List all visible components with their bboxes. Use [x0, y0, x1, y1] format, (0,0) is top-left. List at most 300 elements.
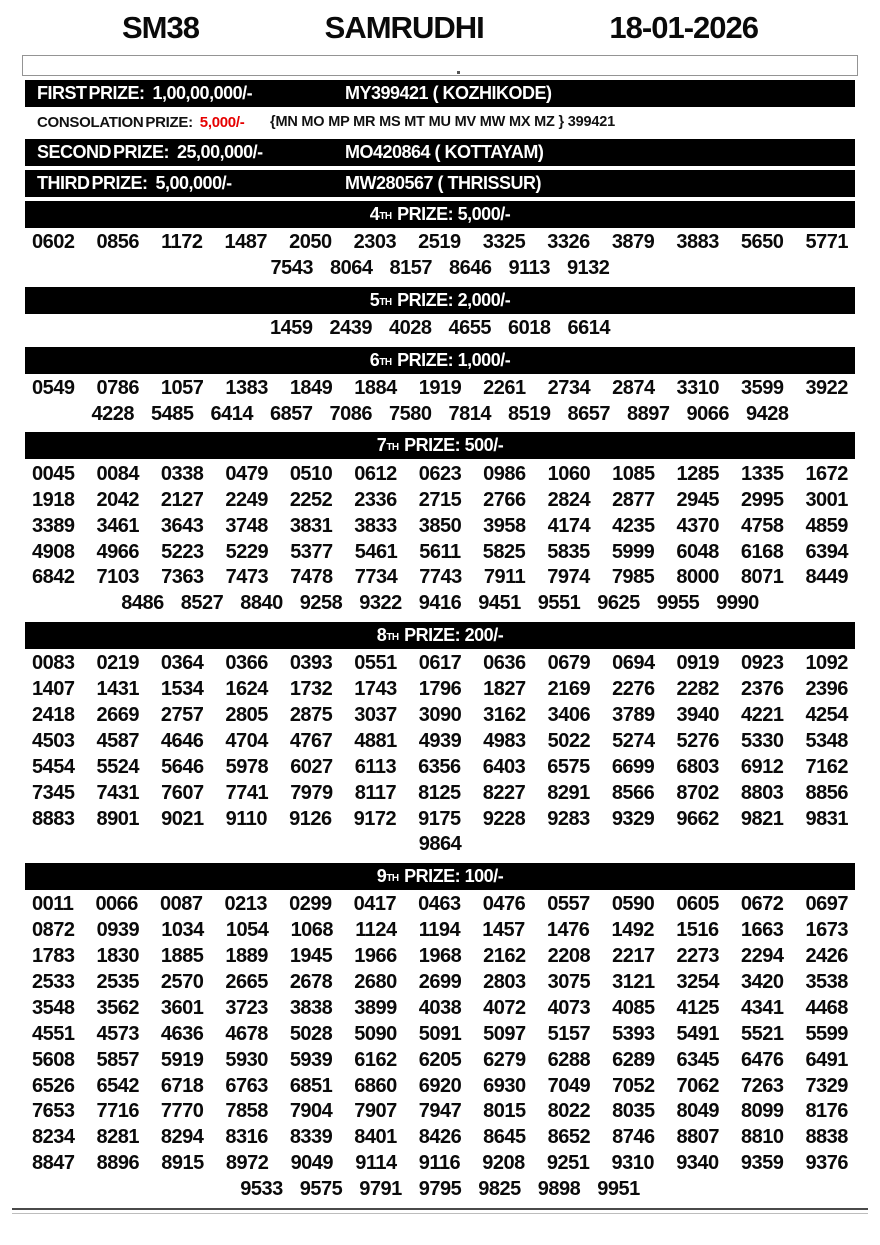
ticket-number: 5091: [418, 1022, 462, 1045]
ticket-number: 2533: [32, 971, 75, 994]
ticket-number: 3548: [32, 996, 75, 1019]
ticket-number: 2169: [547, 678, 591, 701]
ticket-number: 8896: [96, 1152, 140, 1175]
ticket-number-row: [32, 703, 848, 729]
ticket-number: 1783: [32, 945, 75, 968]
prize-8th-numbers: [0, 649, 880, 859]
ticket-number: 3325: [482, 231, 526, 254]
ticket-number: 7979: [290, 781, 333, 804]
ticket-number: 2042: [96, 488, 139, 511]
ticket-number: 8803: [740, 781, 784, 804]
ticket-number: 0066: [95, 893, 138, 916]
ticket-number: 8486: [121, 592, 164, 615]
ticket-number: 8901: [96, 807, 140, 830]
ticket-number: 8807: [676, 1126, 720, 1149]
ticket-number-row: [32, 780, 848, 806]
ticket-number: 9625: [597, 592, 640, 615]
ticket-number: 4587: [96, 729, 139, 752]
ticket-number: 7741: [225, 781, 269, 804]
ticket-number: 3833: [354, 514, 397, 537]
ticket-number: 5276: [676, 729, 720, 752]
ticket-number: 9329: [611, 807, 655, 830]
ticket-number: 8527: [180, 592, 224, 615]
ticket-number: 1457: [482, 919, 525, 942]
ticket-number: 0084: [96, 462, 139, 485]
ticket-number: 3940: [676, 704, 720, 727]
ticket-number: 0679: [547, 652, 591, 675]
ticket-number: 6205: [418, 1048, 462, 1071]
ticket-number: 3562: [96, 996, 139, 1019]
ticket-number: 7947: [418, 1100, 462, 1123]
ticket-number: 0213: [224, 893, 268, 916]
ticket-number: 8234: [32, 1126, 75, 1149]
ticket-number: 1663: [740, 919, 784, 942]
ticket-number: 4073: [547, 996, 591, 1019]
ticket-number: 6542: [96, 1074, 139, 1097]
ticket-number: 6851: [289, 1074, 333, 1097]
ticket-number: 3643: [160, 514, 204, 537]
ticket-number: 8449: [805, 566, 848, 589]
ticket-number-row: [32, 1125, 848, 1151]
ticket-number: 1285: [676, 462, 720, 485]
ticket-number-row: [32, 539, 848, 565]
ticket-number: 9825: [478, 1178, 521, 1201]
ticket-number: 8125: [418, 781, 461, 804]
ticket-number: 5454: [32, 755, 75, 778]
ticket-number: 0939: [96, 919, 140, 942]
ticket-number: 1459: [270, 317, 313, 340]
ticket-number: 3254: [676, 971, 720, 994]
ticket-number: 9451: [478, 592, 521, 615]
ticket-number: 6699: [611, 755, 655, 778]
ticket-number: 1476: [546, 919, 590, 942]
ticket-number: 2162: [483, 945, 526, 968]
ticket-number: 0366: [225, 652, 268, 675]
ticket-number: 1885: [160, 945, 204, 968]
ticket-number: 0479: [225, 462, 268, 485]
ticket-number-row: [32, 316, 848, 342]
title-bar: [0, 0, 880, 47]
ticket-number-row: [32, 892, 848, 918]
ticket-number: 7580: [389, 403, 432, 425]
ticket-number: 9831: [805, 807, 848, 830]
prize-amount: 25,00,000/-: [177, 142, 263, 162]
ticket-number: 5650: [740, 231, 784, 254]
ticket-number: 0476: [482, 893, 526, 916]
ticket-number: 7473: [225, 566, 269, 589]
ticket-number: 1849: [289, 377, 333, 400]
ticket-number: 9021: [161, 807, 204, 830]
ticket-number: 1034: [161, 919, 204, 942]
ticket-number: 8035: [612, 1100, 655, 1123]
prize-tier: THIRD: [37, 173, 90, 193]
ticket-number: 4174: [547, 514, 591, 537]
ticket-number: 3723: [225, 996, 268, 1019]
section-title: 8 $^{TH}$ PRIZE: 200/-: [376, 624, 504, 645]
ticket-number: 5771: [805, 231, 848, 254]
ticket-number: 8426: [418, 1126, 462, 1149]
ticket-number: 8646: [449, 257, 492, 280]
ticket-number: 8652: [547, 1126, 591, 1149]
prize-7th-header: [25, 432, 855, 459]
ticket-number: 3420: [740, 971, 784, 994]
ticket-number-row: [32, 513, 848, 539]
ticket-number-row: [32, 230, 848, 256]
ticket-number: 5646: [161, 755, 204, 778]
ticket-number: 2535: [96, 971, 139, 994]
ticket-number: 0417: [353, 893, 397, 916]
ticket-number-row: [32, 728, 848, 754]
ticket-number: 9533: [240, 1178, 283, 1201]
ticket-number: 9951: [597, 1178, 640, 1201]
ticket-number: 2249: [225, 488, 268, 511]
ticket-number: 5524: [96, 755, 140, 778]
ticket-number-row: [32, 591, 848, 617]
ticket-number: 3090: [418, 704, 462, 727]
prize-tier: SECOND: [37, 142, 112, 162]
ticket-number: 2877: [612, 488, 655, 511]
ticket-number: 0697: [805, 893, 848, 916]
ticket-number: 5978: [225, 755, 269, 778]
ticket-number: 3599: [740, 377, 784, 400]
ticket-number: 7904: [289, 1100, 333, 1123]
ticket-number: 2824: [547, 488, 591, 511]
ticket-number: 2766: [483, 488, 526, 511]
ticket-number: 8897: [627, 403, 670, 425]
ticket-number: 2439: [329, 317, 372, 340]
ticket-number: 6168: [740, 540, 784, 563]
ticket-number: 5157: [547, 1022, 591, 1045]
ticket-number: 1092: [805, 652, 848, 675]
ticket-number-row: [32, 487, 848, 513]
ticket-number: 2208: [547, 945, 591, 968]
ticket-number: 1945: [289, 945, 333, 968]
ticket-number: 6857: [270, 403, 313, 425]
third-prize-winner: MW280567 ( THRISSUR): [345, 173, 542, 193]
ticket-number: 4704: [225, 729, 268, 752]
lower-prize-sections: [0, 201, 880, 1204]
prize-6th-header: [25, 347, 855, 374]
third-prize-label: [25, 173, 345, 194]
ticket-number: 1492: [611, 919, 655, 942]
ticket-number: 0011: [32, 893, 74, 916]
ticket-number: 2669: [96, 704, 139, 727]
ticket-number: 9110: [225, 807, 268, 830]
ticket-number: 4221: [740, 704, 784, 727]
ticket-number: 9066: [686, 403, 729, 425]
ticket-number: 4468: [805, 996, 848, 1019]
ticket-number: 6403: [482, 755, 526, 778]
ticket-number: 8838: [805, 1126, 848, 1149]
second-prize-label: [25, 142, 345, 163]
ticket-number: 3538: [805, 971, 848, 994]
ticket-number-row: [32, 754, 848, 780]
ticket-number: 9310: [611, 1152, 655, 1175]
ticket-number: 5097: [483, 1022, 526, 1045]
ticket-number: 4859: [805, 514, 848, 537]
ticket-number: 9049: [290, 1152, 334, 1175]
bottom-divider: [12, 1208, 868, 1214]
ticket-number: 2261: [483, 377, 526, 400]
ticket-number: 6930: [483, 1074, 526, 1097]
ticket-number: 4966: [96, 540, 140, 563]
ticket-number: 1672: [805, 462, 848, 485]
ticket-number: 6027: [290, 755, 333, 778]
ticket-number: 2282: [676, 678, 720, 701]
ticket-number: 6356: [418, 755, 461, 778]
ticket-number: 0393: [289, 652, 333, 675]
ticket-number: 4072: [483, 996, 526, 1019]
section-title: 4 $^{TH}$ PRIZE: 5,000/-: [369, 204, 511, 224]
ticket-number: 5608: [32, 1048, 75, 1071]
ticket-number: 8294: [160, 1126, 204, 1149]
ticket-number: 7814: [448, 403, 491, 425]
ticket-number: 0364: [160, 652, 204, 675]
ticket-number: 7103: [96, 566, 140, 589]
ticket-number: 5090: [354, 1022, 397, 1045]
ticket-number: 9821: [740, 807, 784, 830]
ticket-number: 6842: [32, 566, 75, 589]
ticket-number: 0551: [354, 652, 397, 675]
ticket-number-row: [32, 402, 848, 428]
ticket-number: 7062: [676, 1074, 720, 1097]
ticket-number: 8015: [483, 1100, 526, 1123]
ticket-number: 6860: [354, 1074, 397, 1097]
third-prize-bar: [25, 170, 855, 197]
ticket-number: 9322: [359, 592, 402, 615]
ticket-number: 0856: [96, 231, 140, 254]
ticket-number: 7363: [161, 566, 204, 589]
prize-word: PRIZE:: [88, 83, 145, 103]
ticket-number-row: [32, 944, 848, 970]
ticket-number: 6920: [418, 1074, 462, 1097]
ticket-number: 2874: [612, 377, 655, 400]
lottery-name: SAMRUDHI: [324, 10, 484, 45]
ticket-number: 8049: [676, 1100, 720, 1123]
ticket-number: 1534: [160, 678, 204, 701]
ticket-number: 4038: [418, 996, 462, 1019]
draw-date: 18-01-2026: [609, 10, 758, 45]
ticket-number: 1194: [418, 919, 461, 942]
ticket-number: 8117: [354, 781, 397, 804]
ticket-number: 3838: [289, 996, 333, 1019]
prize-4th-header: [25, 201, 855, 228]
ticket-number-row: [32, 565, 848, 591]
ticket-number: 8291: [547, 781, 590, 804]
ticket-number: 1172: [161, 231, 203, 254]
ticket-number: 2680: [354, 971, 397, 994]
ticket-number: 4235: [612, 514, 655, 537]
ticket-number: 2519: [418, 231, 461, 254]
ticket-number: 1124: [355, 919, 397, 942]
ticket-number: 8972: [225, 1152, 269, 1175]
ticket-number: 3406: [547, 704, 591, 727]
ticket-number: 6345: [676, 1048, 720, 1071]
ticket-number: 8883: [32, 807, 75, 830]
ticket-number: 0590: [611, 893, 655, 916]
ticket-number: 1743: [354, 678, 397, 701]
consolation-series: {MN MO MP MR MS MT MU MV MW MX MZ } 399421: [270, 114, 615, 130]
ticket-number: 2757: [160, 704, 204, 727]
ticket-number: 1796: [418, 678, 462, 701]
ticket-number: 7329: [805, 1074, 848, 1097]
ticket-number: 3831: [289, 514, 333, 537]
ticket-number: 1487: [224, 231, 268, 254]
ticket-number: 8064: [330, 257, 373, 280]
ticket-number: 8176: [805, 1100, 848, 1123]
ticket-number-row: [32, 832, 848, 858]
ticket-number: 0083: [32, 652, 75, 675]
ticket-number: 0623: [418, 462, 462, 485]
ticket-number-row: [32, 651, 848, 677]
ticket-number-row: [32, 970, 848, 996]
ticket-number: 9132: [566, 257, 610, 280]
ticket-number: 9864: [418, 833, 462, 856]
ticket-number: 8810: [740, 1126, 784, 1149]
ticket-number: 7716: [96, 1100, 139, 1123]
ticket-number: 4678: [225, 1022, 268, 1045]
ticket-number: 9175: [418, 807, 461, 830]
ticket-number: 5857: [96, 1048, 139, 1071]
ticket-number: 6279: [483, 1048, 526, 1071]
ticket-number: 1918: [32, 488, 75, 511]
ticket-number: 3162: [483, 704, 526, 727]
ticket-number: 5521: [740, 1022, 784, 1045]
ticket-number: 7345: [32, 781, 75, 804]
ticket-number: 6575: [547, 755, 590, 778]
section-title: 5 $^{TH}$ PRIZE: 2,000/-: [369, 289, 511, 310]
ticket-number: 9172: [353, 807, 397, 830]
ticket-number: 9416: [418, 592, 462, 615]
ticket-number: 1431: [96, 678, 139, 701]
ticket-number: 7911: [483, 566, 526, 589]
ticket-number: 7985: [611, 566, 655, 589]
ticket-number: 6476: [740, 1048, 784, 1071]
ticket-number-row: [32, 1047, 848, 1073]
ticket-number: 1884: [354, 377, 397, 400]
ticket-number: 4939: [418, 729, 462, 752]
ticket-number: 2803: [483, 971, 526, 994]
ticket-number: 4503: [32, 729, 75, 752]
ticket-number-row: [32, 918, 848, 944]
ticket-number: 9283: [547, 807, 590, 830]
ticket-number: 6614: [567, 317, 610, 340]
ticket-number: 0694: [612, 652, 655, 675]
ticket-number: 4370: [676, 514, 720, 537]
ticket-number: 9898: [537, 1178, 581, 1201]
ticket-number: 2376: [740, 678, 784, 701]
ticket-number: 5377: [290, 540, 333, 563]
ticket-number: 6414: [210, 403, 253, 425]
prize-5th-numbers: [0, 314, 880, 343]
second-prize-bar: [25, 139, 855, 166]
ticket-number: 4655: [448, 317, 491, 340]
ticket-number: 0299: [289, 893, 332, 916]
ticket-number: 2995: [740, 488, 784, 511]
ticket-number-row: [32, 256, 848, 282]
ticket-number: 5939: [289, 1048, 333, 1071]
ticket-number: 7743: [419, 566, 462, 589]
ticket-number: 0919: [676, 652, 720, 675]
ticket-number: 7431: [96, 781, 140, 804]
ticket-number: 8022: [547, 1100, 591, 1123]
ticket-number: 1407: [32, 678, 75, 701]
ticket-number: 9376: [805, 1152, 848, 1175]
ticket-number: 7086: [329, 403, 372, 425]
ticket-number: 2127: [160, 488, 204, 511]
ticket-number: 4125: [676, 996, 720, 1019]
ticket-number: 3922: [805, 377, 848, 400]
ticket-number: 8702: [676, 781, 719, 804]
ticket-number: 1968: [418, 945, 462, 968]
ticket-number: 1624: [225, 678, 268, 701]
ticket-number: 7653: [32, 1100, 75, 1123]
ticket-number: 5599: [805, 1022, 848, 1045]
ticket-number: 9126: [289, 807, 332, 830]
ticket-number: 0557: [547, 893, 590, 916]
ticket-number: 5393: [612, 1022, 655, 1045]
ticket-number-row: [32, 1021, 848, 1047]
ticket-number: 5274: [612, 729, 655, 752]
ticket-number: 5611: [419, 540, 461, 563]
ticket-number: 1673: [805, 919, 848, 942]
ticket-number: 3748: [225, 514, 268, 537]
section-title: 7 $^{TH}$ PRIZE: 500/-: [376, 435, 504, 456]
ticket-number: 0338: [160, 462, 204, 485]
ticket-number: 4881: [354, 729, 397, 752]
ticket-number-row: [32, 995, 848, 1021]
ticket-number: 7607: [161, 781, 204, 804]
ticket-number: 9551: [537, 592, 581, 615]
ticket-number: 4573: [96, 1022, 139, 1045]
ticket-number: 0219: [96, 652, 139, 675]
ticket-number: 9258: [299, 592, 343, 615]
ticket-number: 3075: [547, 971, 591, 994]
ticket-number: 0617: [418, 652, 462, 675]
prize-4th-numbers: [0, 228, 880, 283]
ticket-number: 4646: [160, 729, 204, 752]
ticket-number: 8847: [32, 1152, 75, 1175]
ticket-number: 2276: [612, 678, 655, 701]
ticket-number: 2734: [547, 377, 591, 400]
ticket-number: 5348: [805, 729, 848, 752]
ticket-number: 7543: [270, 257, 314, 280]
prize-tier: CONSOLATION: [37, 113, 144, 131]
ticket-number: 6526: [32, 1074, 75, 1097]
ticket-number: 0605: [676, 893, 719, 916]
ticket-number: 2699: [418, 971, 462, 994]
ticket-number: 9791: [359, 1178, 402, 1201]
ticket-number: 2217: [612, 945, 655, 968]
ticket-number: 6113: [354, 755, 397, 778]
section-title: 6 $^{TH}$ PRIZE: 1,000/-: [369, 349, 511, 370]
ticket-number: 0872: [32, 919, 75, 942]
ticket-number: 8099: [740, 1100, 784, 1123]
ticket-number: 9114: [355, 1152, 397, 1175]
ticket-number: 8657: [567, 403, 610, 425]
ticket-number: 4767: [289, 729, 333, 752]
ticket-number: 3001: [805, 488, 848, 511]
section-title: 9 $^{TH}$ PRIZE: 100/-: [376, 865, 504, 886]
ticket-number: 2396: [805, 678, 848, 701]
ticket-number: 9116: [418, 1152, 461, 1175]
ticket-number: 7770: [160, 1100, 204, 1123]
ticket-number: 1516: [676, 919, 719, 942]
ticket-number: 7162: [805, 755, 848, 778]
ticket-number: 4028: [389, 317, 432, 340]
ticket-number-row: [32, 1151, 848, 1177]
ticket-number: 3601: [160, 996, 204, 1019]
